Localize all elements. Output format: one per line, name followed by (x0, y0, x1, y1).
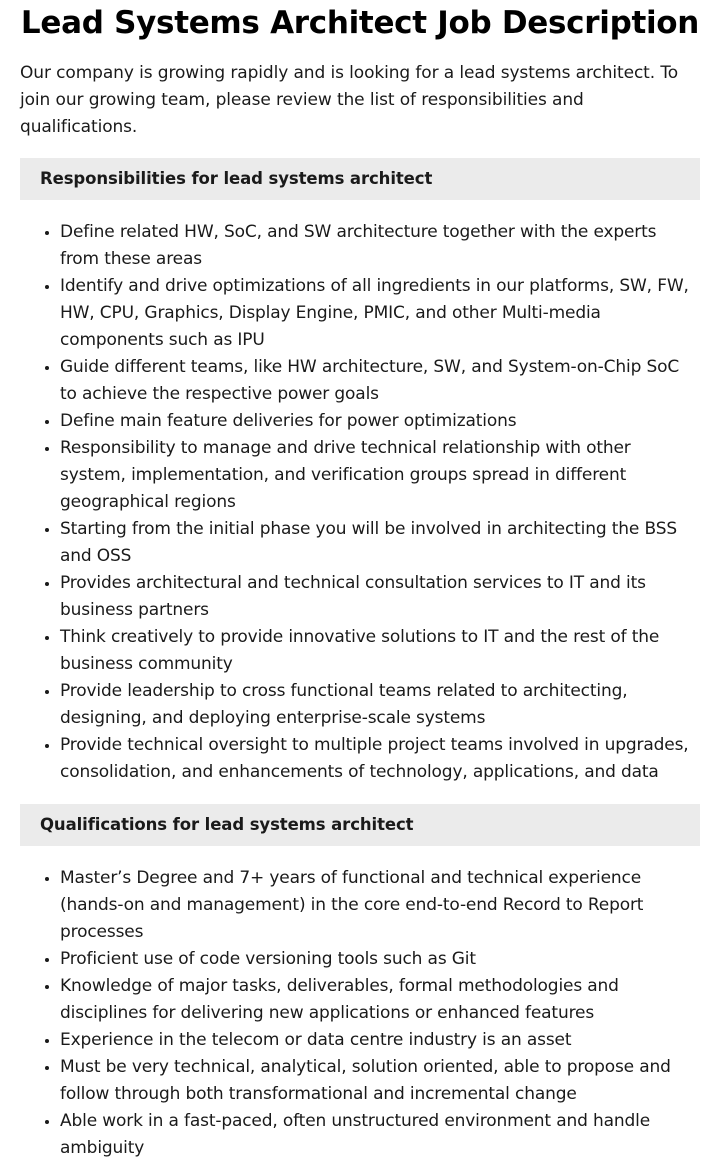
list-item: • Experience in the telecom or data centre industry is an asset (60, 1027, 700, 1054)
list-item: • Must be very technical, analytical, solution oriented, able to propose and follow through both transformational and incremental change (60, 1054, 700, 1108)
qualifications-heading: Qualifications for lead systems architect (20, 804, 700, 846)
list-item: • Responsibility to manage and drive technical relationship with other system, implementation, and verification groups spread in different geographical regions (60, 435, 700, 516)
list-item: • Define main feature deliveries for power optimizations (60, 408, 700, 435)
qualifications-list (20, 865, 700, 1162)
list-item: • Starting from the initial phase you will be involved in architecting the BSS and OSS (60, 516, 700, 570)
list-item: • Define related HW, SoC, and SW architecture together with the experts from these areas (60, 219, 700, 273)
intro-paragraph: Our company is growing rapidly and is looking for a lead systems architect. To join our growing team, please review the list of responsibilities and qualifications. (20, 63, 679, 137)
list-item: • Provide leadership to cross functional teams related to architecting, designing, and deploying enterprise-scale systems (60, 678, 700, 732)
list-item: • Provide technical oversight to multiple project teams involved in upgrades, consolidation, and enhancements of technology, applications, and data (60, 732, 700, 786)
list-item: • Master’s Degree and 7+ years of functional and technical experience (hands-on and management) in the core end-to-end Record to Report processes (60, 865, 700, 946)
list-item: • Guide different teams, like HW architecture, SW, and System-on-Chip SoC to achieve the respective power goals (60, 354, 700, 408)
list-item: • Identify and drive optimizations of all ingredients in our platforms, SW, FW, HW, CPU, Graphics, Display Engine, PMIC, and other Multi-media components such as IPU (60, 273, 700, 354)
responsibilities-heading: Responsibilities for lead systems architect (20, 158, 700, 200)
responsibilities-list (20, 219, 700, 786)
list-item: • Provides architectural and technical consultation services to IT and its business partners (60, 570, 700, 624)
page-title: Lead Systems Architect Job Description (20, 5, 700, 41)
list-item: • Proficient use of code versioning tools such as Git (60, 946, 700, 973)
list-item: • Able work in a fast-paced, often unstructured environment and handle ambiguity (60, 1108, 700, 1162)
list-item: • Knowledge of major tasks, deliverables, formal methodologies and disciplines for delivering new applications or enhanced features (60, 973, 700, 1027)
list-item: • Think creatively to provide innovative solutions to IT and the rest of the business community (60, 624, 700, 678)
